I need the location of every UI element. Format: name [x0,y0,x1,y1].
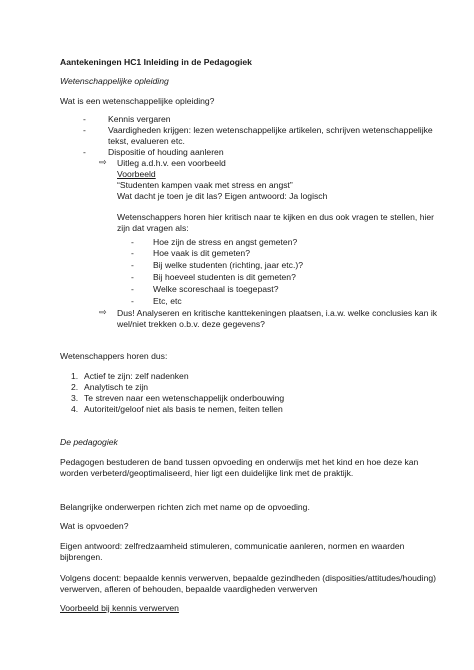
intro-text: Wetenschappers horen dus: [60,351,168,361]
dash-bullet: - [131,272,134,282]
dash-bullet: - [131,260,134,270]
list-number: 1. [71,371,79,381]
example-label: Voorbeeld [117,169,156,179]
list-item: Bij welke studenten (richting, jaar etc.)? [153,260,303,270]
numbered-item: Actief te zijn: zelf nadenken [84,371,189,381]
list-item: Kennis vergaren [108,114,171,124]
arrow-right-icon: ⇨ [99,157,107,167]
document-title: Aantekeningen HC1 Inleiding in de Pedagogiek [60,57,252,67]
paragraph: Pedagogen bestuderen de band tussen opvoeding en onderwijs met het kind en hoe deze kan [60,457,419,467]
arrow-right-icon: ⇨ [99,307,107,317]
arrow-text: Dus! Analyseren en kritische kanttekeningen plaatsen, i.a.w. welke conclusies kan ik [117,308,438,318]
arrow-text-continuation: wel/niet trekken o.b.v. deze gegevens? [117,319,265,329]
dash-bullet: - [131,296,134,306]
paragraph: Belangrijke onderwerpen richten zich met name op de opvoeding. [60,502,310,512]
question-text: Wat is een wetenschappelijke opleiding? [60,96,215,106]
dash-bullet: - [83,114,86,124]
arrow-text: Uitleg a.d.h.v. een voorbeeld [117,158,226,168]
section-heading-wetenschappelijke-opleiding: Wetenschappelijke opleiding [60,76,169,86]
dash-bullet: - [83,125,86,135]
dash-bullet: - [131,248,134,258]
example-quote: “Studenten kampen vaak met stress en angst” [117,180,293,190]
list-item: Hoe zijn de stress en angst gemeten? [153,237,298,247]
own-answer-continuation: bijbrengen. [60,552,103,562]
critical-text: Wetenschappers horen hier kritisch naar te kijken en dus ook vragen te stellen, hier [117,212,435,222]
numbered-item: Te streven naar een wetenschappelijk onderbouwing [84,393,285,403]
list-item: Welke scoreschaal is toegepast? [153,284,279,294]
question-text: Wat is opvoeden? [60,521,129,531]
list-item: Etc, etc [153,296,182,306]
list-number: 4. [71,404,79,414]
list-item: Hoe vaak is dit gemeten? [153,248,250,258]
list-number: 2. [71,382,79,392]
list-item: Dispositie of houding aanleren [108,147,224,157]
lecturer-answer-continuation: verwerven, afleren of behouden, bepaalde vaardigheden verwerven [60,584,318,594]
list-item-continuation: tekst, evalueren etc. [108,136,185,146]
dash-bullet: - [131,284,134,294]
critical-text-continuation: zijn dat vragen als: [117,223,189,233]
numbered-item: Analytisch te zijn [84,382,149,392]
numbered-item: Autoriteit/geloof niet als basis te nemen, feiten tellen [84,404,283,414]
section-heading-de-pedagogiek: De pedagogiek [60,437,118,447]
lecturer-answer: Volgens docent: bepaalde kennis verwerven, bepaalde gezindheden (disposities/attitudes/houding) [60,573,437,583]
dash-bullet: - [131,237,134,247]
example-heading: Voorbeeld bij kennis verwerven [60,603,179,613]
list-number: 3. [71,393,79,403]
example-answer: Wat dacht je toen je dit las? Eigen antwoord: Ja logisch [117,191,328,201]
dash-bullet: - [83,147,86,157]
own-answer: Eigen antwoord: zelfredzaamheid stimuleren, communicatie aanleren, normen en waarden [60,541,405,551]
list-item: Bij hoeveel studenten is dit gemeten? [153,272,296,282]
list-item: Vaardigheden krijgen: lezen wetenschappelijke artikelen, schrijven wetenschappelijke [108,125,433,135]
paragraph-continuation: worden verbeterd/geoptimaliseerd, hier ligt een duidelijke link met de praktijk. [60,468,354,478]
